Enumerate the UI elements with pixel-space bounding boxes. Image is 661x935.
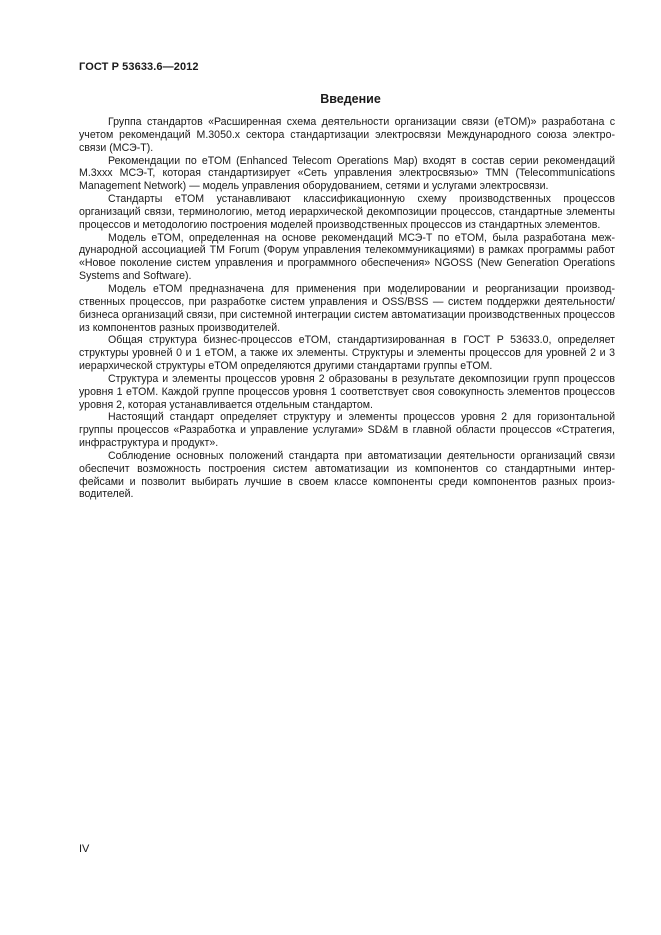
body-text bbox=[79, 116, 615, 501]
section-title: Введение bbox=[320, 92, 381, 106]
page-number: IV bbox=[79, 843, 90, 855]
paragraph-7: Структура и элементы процессов уровня 2 образованы в результате декомпозиции групп процессов уровня 1 eTOM. Каждой группе процессов уровня 1 соответствует своя совокупность элементов процессов уровня 2, которая устанавливается отдельным стандартом. bbox=[79, 372, 615, 411]
paragraph-6: Общая структура бизнес-процессов eTOM, стандартизированная в ГОСТ Р 53633.0, определяет структуры уровней 0 и 1 eTOM, а также их элементы. Структуры и элементы процессов для уровней 2 и 3 иерархической структуры eTOM определяются другими стандартами группы eTOM. bbox=[79, 334, 615, 373]
paragraph-5: Модель eTOM предназначена для применения при моделировании и реорганизации производственных процессов, при разработке систем управления и OSS/BSS — систем поддержки деятельности/бизнеса организаций связи, при системной интеграции систем автоматизации производственных процессов из компонентов разных производителей. bbox=[79, 282, 615, 334]
paragraph-4: Модель eTOM, определенная на основе рекомендаций МСЭ-Т по eTOM, была разработана международной ассоциацией TM Forum (Форум управления телекоммуникациями) в рамках программы работ «Новое поколение систем управления и программного обеспечения» NGOSS (New Generation Operations Systems and Software). bbox=[79, 231, 615, 283]
document-code: ГОСТ Р 53633.6—2012 bbox=[79, 61, 199, 73]
paragraph-8: Настоящий стандарт определяет структуру и элементы процессов уровня 2 для горизонтальной группы процессов «Разработка и управление услугами» SD&M в главной области процессов «Стратегия, инфраструктура и продукт». bbox=[79, 411, 615, 450]
paragraph-3: Стандарты eTOM устанавливают классификационную схему производственных процессов организаций связи, терминологию, метод иерархической декомпозиции процессов, стандартные элементы процессов и методологию построения моделей производственных процессов из стандартных элементов. bbox=[79, 193, 615, 231]
paragraph-2: Рекомендации по eTOM (Enhanced Telecom Operations Map) входят в состав серии рекомендаций M.3xxx МСЭ-Т, которая стандартизирует «Сеть управления электросвязью» TMN (Telecommunications Management Network) — модель управления оборудованием, сетями и услугами электросвязи. bbox=[79, 154, 615, 193]
paragraph-9: Соблюдение основных положений стандарта при автоматизации деятельности организаций связи обеспечит возможность построения систем автоматизации из компонентов со стандартными интерфейсами и позволит выбирать лучшие в своем классе компоненты среди компонентов разных производителей. bbox=[79, 449, 615, 501]
paragraph-1: Группа стандартов «Расширенная схема деятельности организации связи (eTOM)» разработана с учетом рекомендаций M.3050.x сектора стандартизации электросвязи Международного союза электросвязи (МСЭ-Т). bbox=[79, 116, 615, 154]
